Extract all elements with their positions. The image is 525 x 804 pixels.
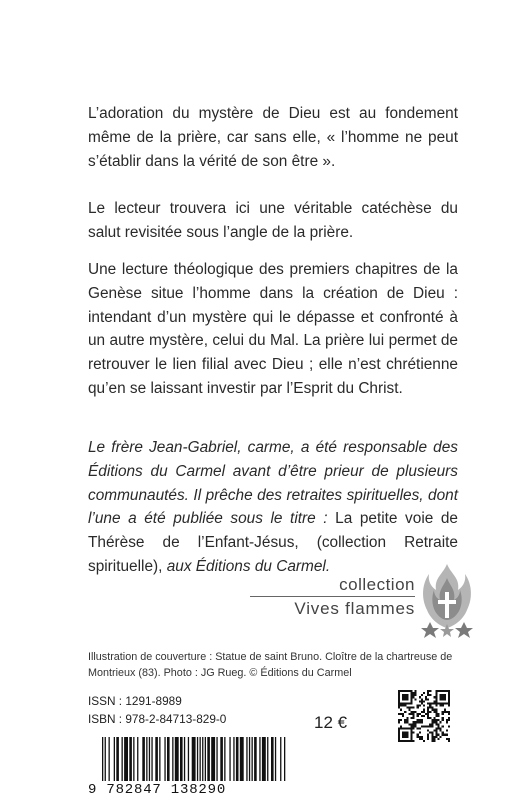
intro-paragraph: L’adoration du mystère de Dieu est au fondement même de la prière, car sans elle, « l’homme ne peut s’établir dans la vérité de son être ». bbox=[88, 105, 458, 170]
author-bio-text: Le frère Jean-Gabriel, carme, a été responsable des Éditions du Carmel avant d’être prieur de plusieurs communautés. Il prêche des retraites spirituelles, dont l’une a été publiée sous le titre : bbox=[88, 439, 458, 528]
issn: ISSN : 1291-8989 bbox=[88, 694, 182, 708]
isbn: ISBN : 978-2-84713-829-0 bbox=[88, 712, 227, 726]
collection-label bbox=[250, 574, 415, 620]
barcode-digits: 9 782847 138290 bbox=[88, 781, 288, 799]
qr-code-icon bbox=[398, 690, 450, 742]
collection-word: collection bbox=[339, 575, 415, 594]
collection-divider bbox=[250, 596, 415, 597]
author-bio-publisher: aux Éditions du Carmel. bbox=[166, 557, 331, 575]
price: 12 € bbox=[314, 713, 348, 732]
flame-emblem-icon bbox=[420, 560, 474, 640]
collection-name: Vives flammes bbox=[294, 599, 415, 618]
cover-credit: Illustration de couverture : Statue de saint Bruno. Cloître de la chartreuse de Montrieux (83). Photo : JG Rueg. © Éditions du Carmel bbox=[88, 651, 453, 679]
referenced-book-title: La petite voie de Thérèse de l’Enfant-Jésus, (collection Retraite spirituelle), bbox=[88, 510, 458, 575]
summary-paragraph: Le lecteur trouvera ici une véritable catéchèse du salut revisitée sous l’angle de la prière. bbox=[88, 200, 458, 241]
author-bio bbox=[88, 436, 458, 579]
theology-paragraph: Une lecture théologique des premiers chapitres de la Genèse situe l’homme dans la création de Dieu : intendant d’un mystère qui le dépasse et confronté à un autre mystère, celui du Mal. La prière lui permet de retrouver le lien filial avec Dieu ; elle n’est chrétienne qu’en se laissant investir par l’Esprit du Christ. bbox=[88, 261, 458, 397]
